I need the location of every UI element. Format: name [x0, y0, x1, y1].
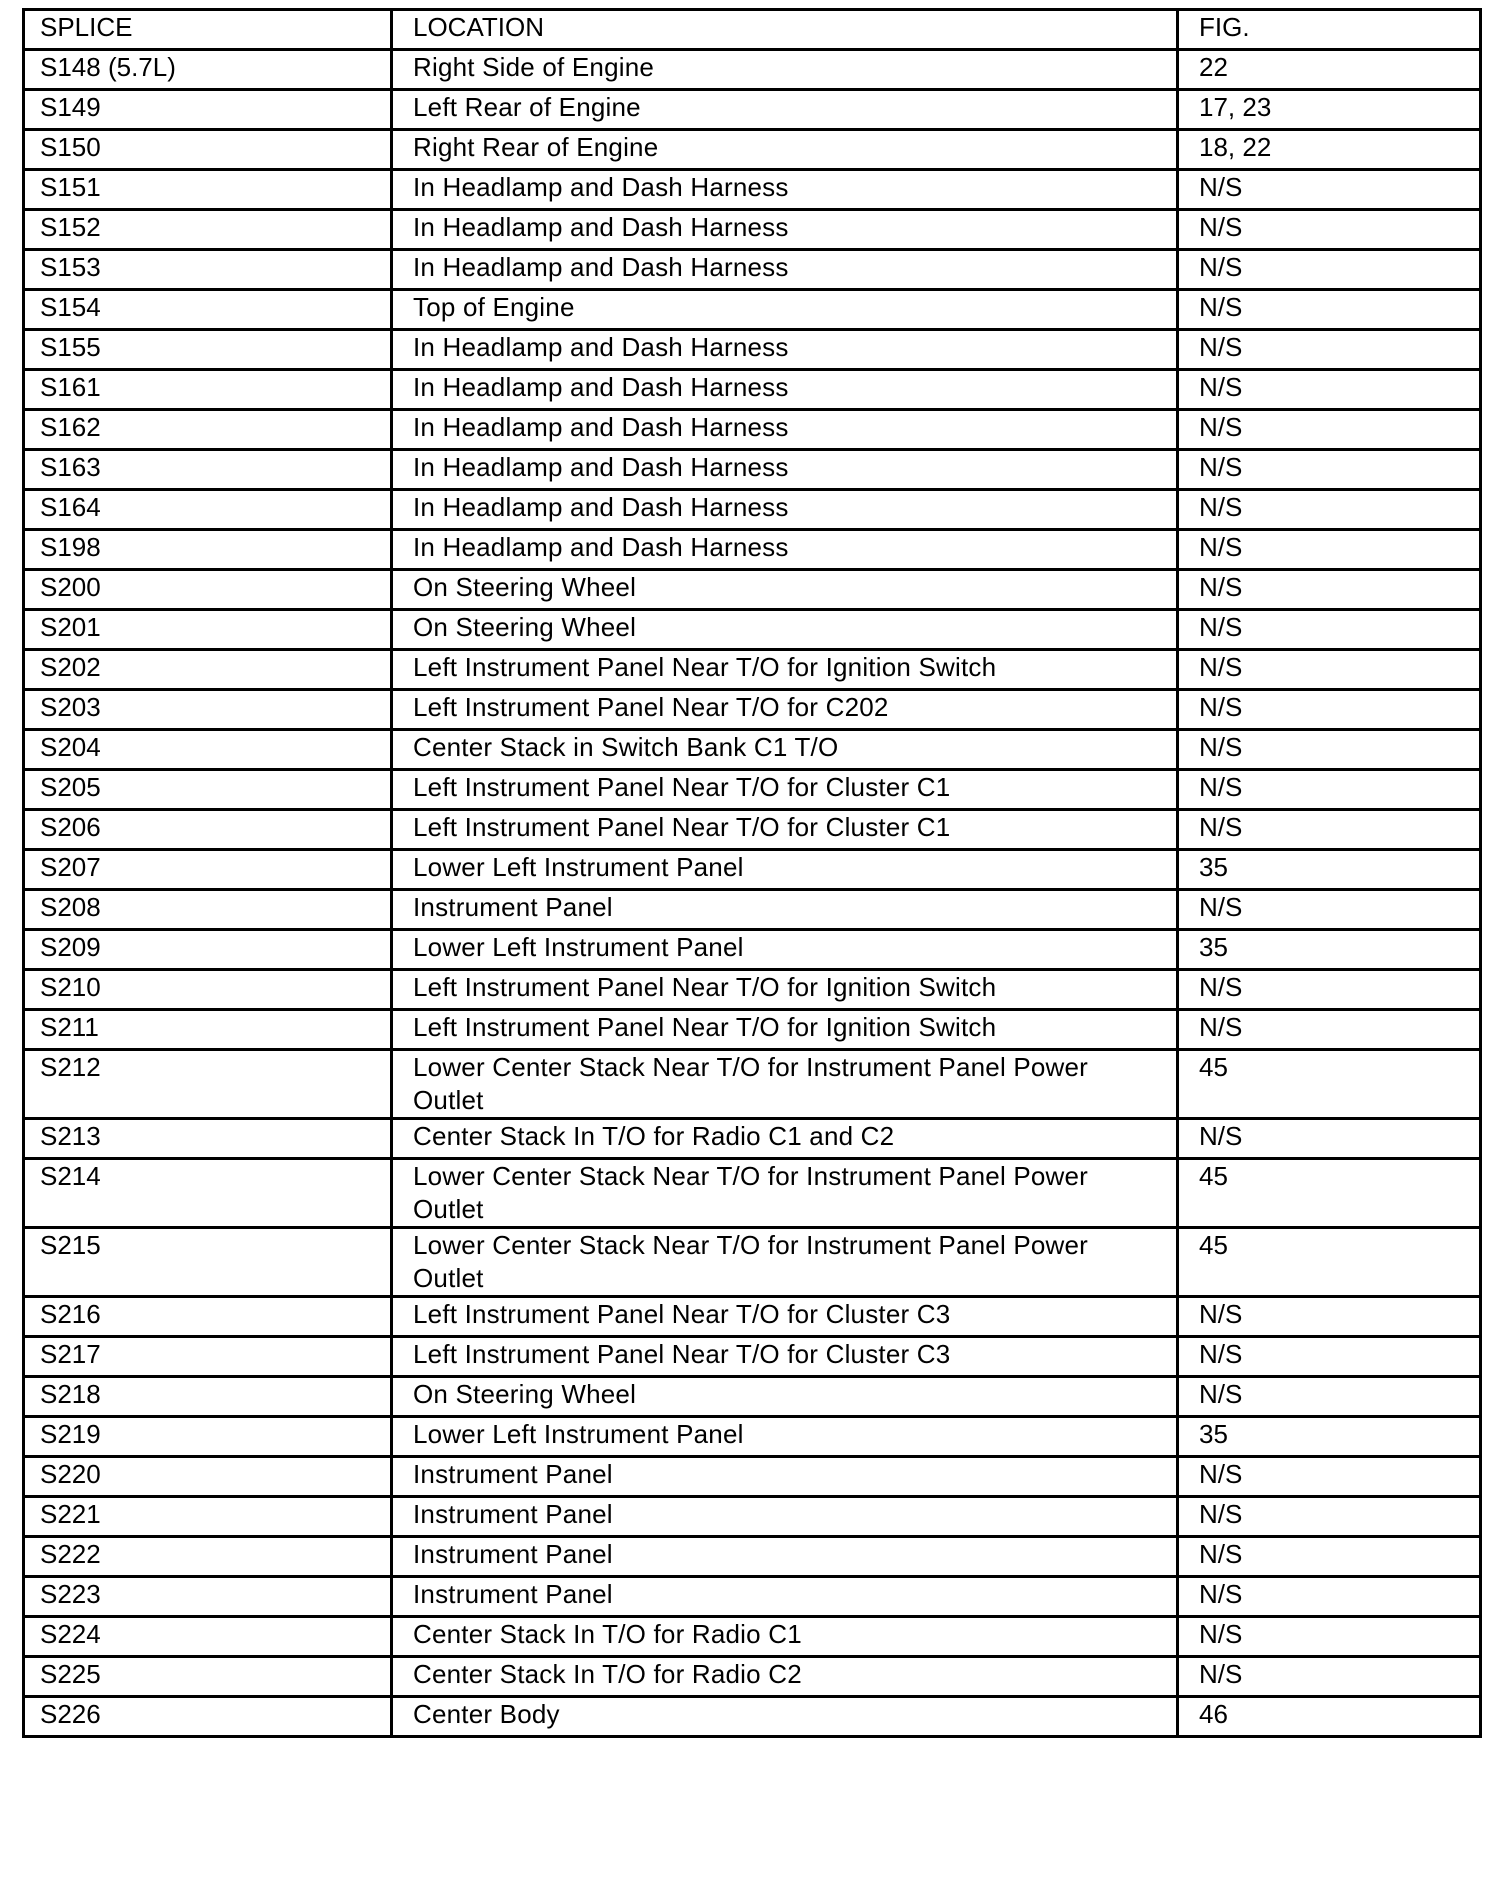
table-row: [24, 1119, 1481, 1159]
table-row: [24, 610, 1481, 650]
table-row: [24, 1297, 1481, 1337]
fig-cell: N/S: [1178, 170, 1481, 210]
table-row: [24, 370, 1481, 410]
splice-cell: S220: [24, 1457, 392, 1497]
fig-cell: N/S: [1178, 1297, 1481, 1337]
fig-cell: N/S: [1178, 1377, 1481, 1417]
splice-cell: S151: [24, 170, 392, 210]
splice-cell: S224: [24, 1617, 392, 1657]
location-cell: Left Instrument Panel Near T/O for Ignition Switch: [392, 970, 1178, 1010]
table-row: [24, 530, 1481, 570]
splice-cell: S209: [24, 930, 392, 970]
table-row: [24, 890, 1481, 930]
fig-cell: N/S: [1178, 690, 1481, 730]
splice-cell: S218: [24, 1377, 392, 1417]
table-row: [24, 1657, 1481, 1697]
location-cell: Lower Left Instrument Panel: [392, 850, 1178, 890]
location-cell: Lower Center Stack Near T/O for Instrument Panel Power Outlet: [392, 1228, 1178, 1297]
splice-cell: S162: [24, 410, 392, 450]
fig-cell: 18, 22: [1178, 130, 1481, 170]
fig-cell: N/S: [1178, 530, 1481, 570]
splice-cell: S207: [24, 850, 392, 890]
location-cell: Instrument Panel: [392, 1537, 1178, 1577]
header-splice: SPLICE: [24, 10, 392, 50]
location-cell: Instrument Panel: [392, 1457, 1178, 1497]
table-row: [24, 450, 1481, 490]
splice-cell: S150: [24, 130, 392, 170]
table-row: [24, 1377, 1481, 1417]
splice-cell: S161: [24, 370, 392, 410]
location-cell: Top of Engine: [392, 290, 1178, 330]
table-row: [24, 90, 1481, 130]
splice-cell: S201: [24, 610, 392, 650]
location-cell: In Headlamp and Dash Harness: [392, 490, 1178, 530]
fig-cell: N/S: [1178, 890, 1481, 930]
fig-cell: N/S: [1178, 1010, 1481, 1050]
table-row: [24, 130, 1481, 170]
splice-location-table: [22, 8, 1482, 1738]
table-row: [24, 690, 1481, 730]
location-cell: Instrument Panel: [392, 1577, 1178, 1617]
table-row: [24, 930, 1481, 970]
table-row: [24, 1617, 1481, 1657]
fig-cell: N/S: [1178, 730, 1481, 770]
fig-cell: N/S: [1178, 1497, 1481, 1537]
splice-cell: S213: [24, 1119, 392, 1159]
header-location: LOCATION: [392, 10, 1178, 50]
header-fig: FIG.: [1178, 10, 1481, 50]
fig-cell: N/S: [1178, 1457, 1481, 1497]
location-cell: Left Instrument Panel Near T/O for Cluster C1: [392, 810, 1178, 850]
table-row: [24, 850, 1481, 890]
fig-cell: N/S: [1178, 1537, 1481, 1577]
location-cell: In Headlamp and Dash Harness: [392, 410, 1178, 450]
splice-cell: S148 (5.7L): [24, 50, 392, 90]
fig-cell: 17, 23: [1178, 90, 1481, 130]
table-row: [24, 1337, 1481, 1377]
fig-cell: N/S: [1178, 650, 1481, 690]
fig-cell: 35: [1178, 930, 1481, 970]
location-cell: In Headlamp and Dash Harness: [392, 530, 1178, 570]
fig-cell: N/S: [1178, 450, 1481, 490]
splice-cell: S215: [24, 1228, 392, 1297]
splice-cell: S219: [24, 1417, 392, 1457]
fig-cell: 35: [1178, 850, 1481, 890]
splice-cell: S202: [24, 650, 392, 690]
fig-cell: N/S: [1178, 1577, 1481, 1617]
splice-cell: S155: [24, 330, 392, 370]
location-cell: In Headlamp and Dash Harness: [392, 330, 1178, 370]
location-cell: On Steering Wheel: [392, 1377, 1178, 1417]
table-row: [24, 810, 1481, 850]
table-row: [24, 1228, 1481, 1297]
table-row: [24, 1010, 1481, 1050]
table-row: [24, 1697, 1481, 1737]
fig-cell: N/S: [1178, 1119, 1481, 1159]
splice-cell: S222: [24, 1537, 392, 1577]
table-row: [24, 970, 1481, 1010]
splice-cell: S204: [24, 730, 392, 770]
location-cell: In Headlamp and Dash Harness: [392, 250, 1178, 290]
fig-cell: 35: [1178, 1417, 1481, 1457]
fig-cell: N/S: [1178, 1337, 1481, 1377]
splice-cell: S212: [24, 1050, 392, 1119]
fig-cell: 45: [1178, 1050, 1481, 1119]
location-cell: Lower Center Stack Near T/O for Instrument Panel Power Outlet: [392, 1050, 1178, 1119]
table-row: [24, 330, 1481, 370]
location-cell: In Headlamp and Dash Harness: [392, 450, 1178, 490]
splice-cell: S153: [24, 250, 392, 290]
fig-cell: N/S: [1178, 810, 1481, 850]
splice-cell: S216: [24, 1297, 392, 1337]
location-cell: On Steering Wheel: [392, 570, 1178, 610]
table-header-row: [24, 10, 1481, 50]
fig-cell: N/S: [1178, 330, 1481, 370]
table-row: [24, 1159, 1481, 1228]
table-row: [24, 1050, 1481, 1119]
fig-cell: N/S: [1178, 570, 1481, 610]
table-row: [24, 770, 1481, 810]
table-row: [24, 1497, 1481, 1537]
location-cell: Right Rear of Engine: [392, 130, 1178, 170]
fig-cell: 45: [1178, 1159, 1481, 1228]
splice-cell: S154: [24, 290, 392, 330]
location-cell: Left Instrument Panel Near T/O for Cluster C3: [392, 1337, 1178, 1377]
splice-cell: S210: [24, 970, 392, 1010]
table-row: [24, 410, 1481, 450]
location-cell: In Headlamp and Dash Harness: [392, 210, 1178, 250]
location-cell: Left Instrument Panel Near T/O for Cluster C1: [392, 770, 1178, 810]
fig-cell: N/S: [1178, 210, 1481, 250]
splice-cell: S225: [24, 1657, 392, 1697]
table-row: [24, 50, 1481, 90]
location-cell: Instrument Panel: [392, 1497, 1178, 1537]
splice-cell: S198: [24, 530, 392, 570]
splice-cell: S164: [24, 490, 392, 530]
table-row: [24, 650, 1481, 690]
location-cell: Left Instrument Panel Near T/O for C202: [392, 690, 1178, 730]
location-cell: In Headlamp and Dash Harness: [392, 170, 1178, 210]
splice-cell: S208: [24, 890, 392, 930]
location-cell: In Headlamp and Dash Harness: [392, 370, 1178, 410]
table-row: [24, 570, 1481, 610]
fig-cell: N/S: [1178, 290, 1481, 330]
splice-cell: S203: [24, 690, 392, 730]
table-row: [24, 490, 1481, 530]
fig-cell: N/S: [1178, 1657, 1481, 1697]
location-cell: Center Body: [392, 1697, 1178, 1737]
location-cell: Instrument Panel: [392, 890, 1178, 930]
location-cell: Center Stack in Switch Bank C1 T/O: [392, 730, 1178, 770]
fig-cell: N/S: [1178, 970, 1481, 1010]
table-row: [24, 1457, 1481, 1497]
location-cell: Left Rear of Engine: [392, 90, 1178, 130]
location-cell: Left Instrument Panel Near T/O for Cluster C3: [392, 1297, 1178, 1337]
splice-cell: S211: [24, 1010, 392, 1050]
fig-cell: N/S: [1178, 490, 1481, 530]
location-cell: Left Instrument Panel Near T/O for Ignition Switch: [392, 650, 1178, 690]
location-cell: Center Stack In T/O for Radio C2: [392, 1657, 1178, 1697]
table-row: [24, 210, 1481, 250]
location-cell: Center Stack In T/O for Radio C1 and C2: [392, 1119, 1178, 1159]
location-cell: Lower Left Instrument Panel: [392, 930, 1178, 970]
splice-cell: S152: [24, 210, 392, 250]
table-row: [24, 170, 1481, 210]
table-row: [24, 1537, 1481, 1577]
table-body: [24, 50, 1481, 1737]
location-cell: Lower Left Instrument Panel: [392, 1417, 1178, 1457]
table-row: [24, 1577, 1481, 1617]
fig-cell: 46: [1178, 1697, 1481, 1737]
location-cell: Right Side of Engine: [392, 50, 1178, 90]
location-cell: Lower Center Stack Near T/O for Instrument Panel Power Outlet: [392, 1159, 1178, 1228]
splice-cell: S206: [24, 810, 392, 850]
fig-cell: N/S: [1178, 410, 1481, 450]
location-cell: Center Stack In T/O for Radio C1: [392, 1617, 1178, 1657]
splice-cell: S149: [24, 90, 392, 130]
splice-cell: S163: [24, 450, 392, 490]
splice-cell: S221: [24, 1497, 392, 1537]
splice-cell: S214: [24, 1159, 392, 1228]
location-cell: On Steering Wheel: [392, 610, 1178, 650]
table-row: [24, 1417, 1481, 1457]
splice-cell: S217: [24, 1337, 392, 1377]
splice-cell: S226: [24, 1697, 392, 1737]
fig-cell: N/S: [1178, 1617, 1481, 1657]
splice-cell: S205: [24, 770, 392, 810]
fig-cell: N/S: [1178, 370, 1481, 410]
table-row: [24, 730, 1481, 770]
fig-cell: N/S: [1178, 250, 1481, 290]
fig-cell: N/S: [1178, 610, 1481, 650]
table-row: [24, 290, 1481, 330]
table-row: [24, 250, 1481, 290]
fig-cell: 45: [1178, 1228, 1481, 1297]
location-cell: Left Instrument Panel Near T/O for Ignition Switch: [392, 1010, 1178, 1050]
document-page: [22, 8, 1479, 1738]
splice-cell: S223: [24, 1577, 392, 1617]
fig-cell: 22: [1178, 50, 1481, 90]
fig-cell: N/S: [1178, 770, 1481, 810]
splice-cell: S200: [24, 570, 392, 610]
